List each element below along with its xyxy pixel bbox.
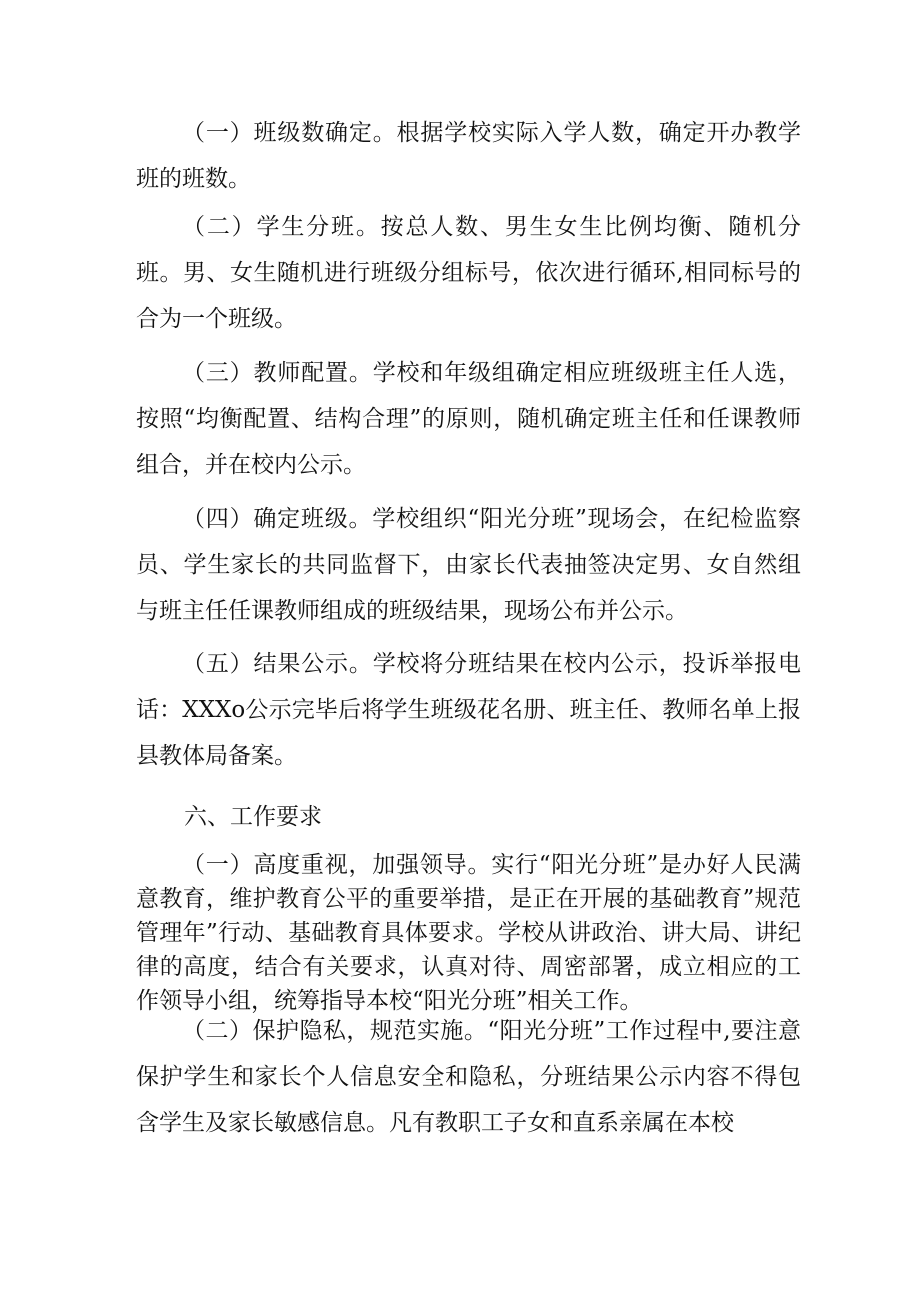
paragraph-student-grouping: （二）学生分班。按总人数、男生女生比例均衡、随机分班。男、女生随机进行班级分组标号，依次进行循环,相同标号的合为一个班级。 bbox=[136, 214, 801, 332]
paragraph-class-confirmation: （四）确定班级。学校组织“阳光分班”现场会，在纪检监察员、学生家长的共同监督下，由家长代表抽签决定男、女自然组与班主任任课教师组成的班级结果，现场公布并公示。 bbox=[136, 506, 801, 624]
section-heading: 六、工作要求 bbox=[184, 804, 322, 830]
paragraph-class-count: （一）班级数确定。根据学校实际入学人数，确定开办教学班的班数。 bbox=[136, 120, 801, 192]
paragraph-result-publication: （五）结果公示。学校将分班结果在校内公示，投诉举报电话：XXXo公示完毕后将学生班级花名册、班主任、教师名单上报县教体局备案。 bbox=[136, 651, 801, 769]
requirement-leadership: （一）高度重视，加强领导。实行“阳光分班”是办好人民满意教育，维护教育公平的重要举措，是正在开展的基础教育”规范管理年”行动、基础教育具体要求。学校从讲政治、讲大局、讲纪律的高度，结合有关要求，认真对待、周密部署，成立相应的工作领导小组，统筹指导本校“阳光分班”相关工作。 bbox=[136, 852, 801, 1014]
requirement-privacy: （二）保护隐私，规范实施。“阳光分班”工作过程中,要注意保护学生和家长个人信息安全和隐私，分班结果公示内容不得包含学生及家长敏感信息。凡有教职工子女和直系亲属在本校 bbox=[136, 1018, 801, 1136]
paragraph-teacher-allocation: （三）教师配置。学校和年级组确定相应班级班主任人选，按照“均衡配置、结构合理”的原则，随机确定班主任和任课教师组合，并在校内公示。 bbox=[136, 360, 801, 478]
